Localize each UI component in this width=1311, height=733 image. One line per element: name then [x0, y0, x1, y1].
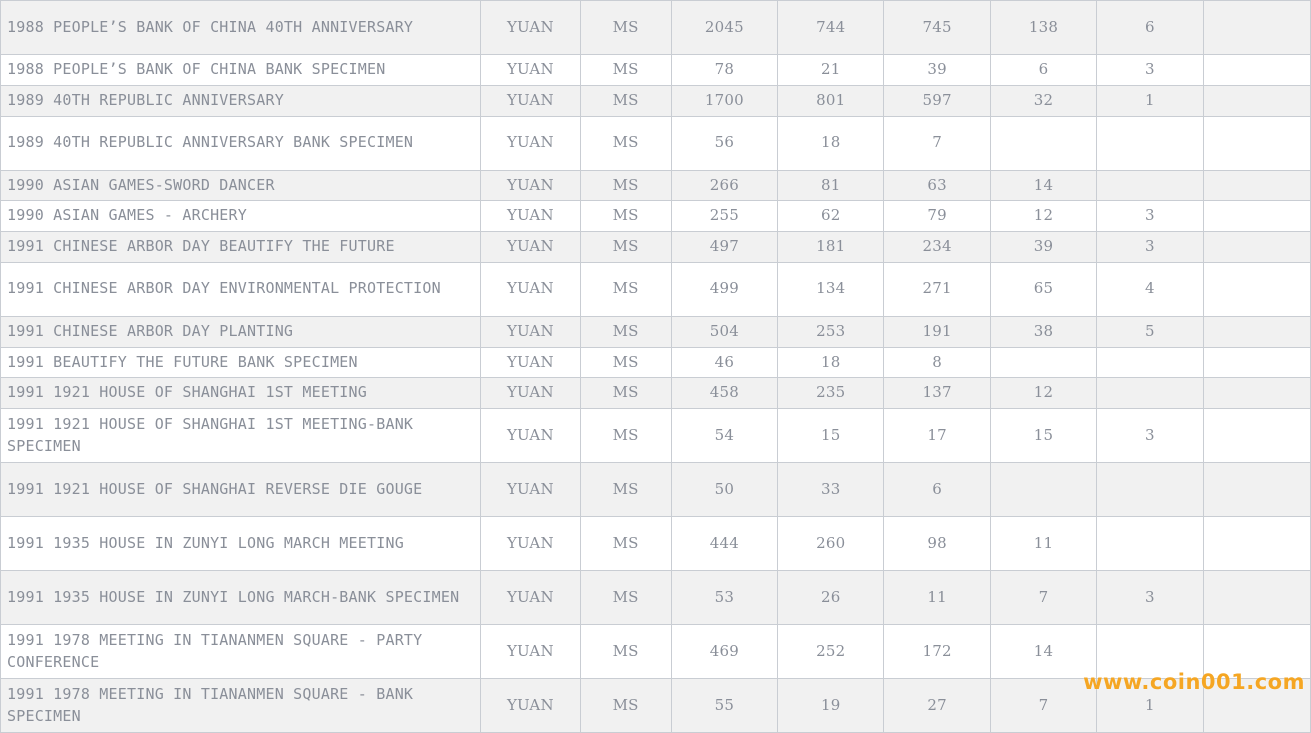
- total-graded-cell: 1700: [671, 85, 777, 116]
- count-cell-4: [1097, 625, 1203, 679]
- count-cell-4: [1097, 347, 1203, 378]
- total-graded-cell: 78: [671, 55, 777, 86]
- grade-cell: MS: [580, 201, 671, 232]
- coin-name-cell: 1989 40TH REPUBLIC ANNIVERSARY BANK SPECIMEN: [1, 116, 481, 170]
- denomination-cell: YUAN: [481, 378, 580, 409]
- table-row: [1, 1, 1311, 55]
- count-cell-3: 38: [990, 316, 1096, 347]
- denomination-cell: YUAN: [481, 1, 580, 55]
- denomination-cell: YUAN: [481, 625, 580, 679]
- count-cell-3: 14: [990, 170, 1096, 201]
- count-cell-2: 98: [884, 517, 990, 571]
- total-graded-cell: 54: [671, 409, 777, 463]
- count-cell-5: [1203, 625, 1310, 679]
- table-row: [1, 85, 1311, 116]
- count-cell-2: 27: [884, 679, 990, 733]
- table-row: [1, 116, 1311, 170]
- count-cell-4: [1097, 463, 1203, 517]
- denomination-cell: YUAN: [481, 571, 580, 625]
- grade-cell: MS: [580, 55, 671, 86]
- count-cell-5: [1203, 378, 1310, 409]
- total-graded-cell: 266: [671, 170, 777, 201]
- table-row: [1, 316, 1311, 347]
- table-row: [1, 463, 1311, 517]
- count-cell-3: 7: [990, 679, 1096, 733]
- count-cell-2: 234: [884, 232, 990, 263]
- count-cell-2: 172: [884, 625, 990, 679]
- count-cell-5: [1203, 316, 1310, 347]
- count-cell-5: [1203, 55, 1310, 86]
- coin-name-cell: 1989 40TH REPUBLIC ANNIVERSARY: [1, 85, 481, 116]
- denomination-cell: YUAN: [481, 201, 580, 232]
- grade-cell: MS: [580, 232, 671, 263]
- count-cell-4: 3: [1097, 201, 1203, 232]
- total-graded-cell: 50: [671, 463, 777, 517]
- count-cell-1: 253: [778, 316, 884, 347]
- table-body: [1, 1, 1311, 733]
- total-graded-cell: 56: [671, 116, 777, 170]
- denomination-cell: YUAN: [481, 85, 580, 116]
- count-cell-5: [1203, 409, 1310, 463]
- count-cell-4: 6: [1097, 1, 1203, 55]
- table-row: [1, 625, 1311, 679]
- denomination-cell: YUAN: [481, 463, 580, 517]
- coin-name-cell: 1991 1921 HOUSE OF SHANGHAI REVERSE DIE GOUGE: [1, 463, 481, 517]
- count-cell-5: [1203, 201, 1310, 232]
- table-row: [1, 201, 1311, 232]
- count-cell-5: [1203, 347, 1310, 378]
- count-cell-1: 81: [778, 170, 884, 201]
- table-row: [1, 517, 1311, 571]
- grade-cell: MS: [580, 262, 671, 316]
- count-cell-4: 1: [1097, 679, 1203, 733]
- grade-cell: MS: [580, 85, 671, 116]
- denomination-cell: YUAN: [481, 262, 580, 316]
- grade-cell: MS: [580, 571, 671, 625]
- denomination-cell: YUAN: [481, 170, 580, 201]
- count-cell-1: 33: [778, 463, 884, 517]
- count-cell-2: 63: [884, 170, 990, 201]
- count-cell-2: 8: [884, 347, 990, 378]
- count-cell-2: 7: [884, 116, 990, 170]
- count-cell-1: 744: [778, 1, 884, 55]
- count-cell-5: [1203, 571, 1310, 625]
- table-row: [1, 347, 1311, 378]
- coin-name-cell: 1991 1978 MEETING IN TIANANMEN SQUARE - BANK SPECIMEN: [1, 679, 481, 733]
- count-cell-1: 21: [778, 55, 884, 86]
- grade-cell: MS: [580, 116, 671, 170]
- table-row: [1, 409, 1311, 463]
- count-cell-3: [990, 116, 1096, 170]
- count-cell-5: [1203, 170, 1310, 201]
- grade-cell: MS: [580, 170, 671, 201]
- count-cell-1: 19: [778, 679, 884, 733]
- denomination-cell: YUAN: [481, 409, 580, 463]
- table-row: [1, 55, 1311, 86]
- table-row: [1, 679, 1311, 733]
- count-cell-4: [1097, 116, 1203, 170]
- table-row: [1, 170, 1311, 201]
- grade-cell: MS: [580, 1, 671, 55]
- coin-name-cell: 1991 1935 HOUSE IN ZUNYI LONG MARCH MEETING: [1, 517, 481, 571]
- count-cell-1: 134: [778, 262, 884, 316]
- coin-name-cell: 1990 ASIAN GAMES-SWORD DANCER: [1, 170, 481, 201]
- table-row: [1, 378, 1311, 409]
- grade-cell: MS: [580, 316, 671, 347]
- table-row: [1, 571, 1311, 625]
- total-graded-cell: 444: [671, 517, 777, 571]
- count-cell-3: 39: [990, 232, 1096, 263]
- count-cell-5: [1203, 116, 1310, 170]
- count-cell-5: [1203, 517, 1310, 571]
- count-cell-3: 15: [990, 409, 1096, 463]
- denomination-cell: YUAN: [481, 55, 580, 86]
- denomination-cell: YUAN: [481, 517, 580, 571]
- count-cell-2: 6: [884, 463, 990, 517]
- count-cell-3: 65: [990, 262, 1096, 316]
- coin-name-cell: 1991 1921 HOUSE OF SHANGHAI 1ST MEETING-BANK SPECIMEN: [1, 409, 481, 463]
- denomination-cell: YUAN: [481, 316, 580, 347]
- count-cell-2: 597: [884, 85, 990, 116]
- count-cell-1: 235: [778, 378, 884, 409]
- count-cell-3: [990, 463, 1096, 517]
- coin-name-cell: 1991 1921 HOUSE OF SHANGHAI 1ST MEETING: [1, 378, 481, 409]
- coin-name-cell: 1991 CHINESE ARBOR DAY PLANTING: [1, 316, 481, 347]
- denomination-cell: YUAN: [481, 232, 580, 263]
- count-cell-1: 801: [778, 85, 884, 116]
- count-cell-3: 6: [990, 55, 1096, 86]
- total-graded-cell: 499: [671, 262, 777, 316]
- count-cell-4: 1: [1097, 85, 1203, 116]
- denomination-cell: YUAN: [481, 347, 580, 378]
- count-cell-1: 18: [778, 347, 884, 378]
- count-cell-2: 745: [884, 1, 990, 55]
- count-cell-1: 18: [778, 116, 884, 170]
- coin-name-cell: 1988 PEOPLE’S BANK OF CHINA 40TH ANNIVERSARY: [1, 1, 481, 55]
- total-graded-cell: 255: [671, 201, 777, 232]
- grade-cell: MS: [580, 347, 671, 378]
- count-cell-1: 260: [778, 517, 884, 571]
- count-cell-4: [1097, 170, 1203, 201]
- grade-cell: MS: [580, 463, 671, 517]
- coin-name-cell: 1991 1935 HOUSE IN ZUNYI LONG MARCH-BANK SPECIMEN: [1, 571, 481, 625]
- count-cell-3: 138: [990, 1, 1096, 55]
- count-cell-3: 11: [990, 517, 1096, 571]
- table-row: [1, 262, 1311, 316]
- count-cell-4: 3: [1097, 409, 1203, 463]
- count-cell-1: 181: [778, 232, 884, 263]
- count-cell-2: 11: [884, 571, 990, 625]
- total-graded-cell: 469: [671, 625, 777, 679]
- total-graded-cell: 53: [671, 571, 777, 625]
- count-cell-2: 17: [884, 409, 990, 463]
- count-cell-2: 137: [884, 378, 990, 409]
- coin-name-cell: 1991 CHINESE ARBOR DAY ENVIRONMENTAL PROTECTION: [1, 262, 481, 316]
- count-cell-5: [1203, 85, 1310, 116]
- count-cell-4: [1097, 517, 1203, 571]
- denomination-cell: YUAN: [481, 679, 580, 733]
- count-cell-1: 15: [778, 409, 884, 463]
- coin-name-cell: 1990 ASIAN GAMES - ARCHERY: [1, 201, 481, 232]
- count-cell-2: 191: [884, 316, 990, 347]
- count-cell-5: [1203, 679, 1310, 733]
- count-cell-3: 32: [990, 85, 1096, 116]
- count-cell-1: 26: [778, 571, 884, 625]
- coin-name-cell: 1991 BEAUTIFY THE FUTURE BANK SPECIMEN: [1, 347, 481, 378]
- total-graded-cell: 46: [671, 347, 777, 378]
- count-cell-2: 271: [884, 262, 990, 316]
- count-cell-5: [1203, 232, 1310, 263]
- grade-cell: MS: [580, 679, 671, 733]
- total-graded-cell: 55: [671, 679, 777, 733]
- count-cell-1: 252: [778, 625, 884, 679]
- grade-cell: MS: [580, 625, 671, 679]
- count-cell-4: 3: [1097, 55, 1203, 86]
- count-cell-3: [990, 347, 1096, 378]
- coin-name-cell: 1988 PEOPLE’S BANK OF CHINA BANK SPECIMEN: [1, 55, 481, 86]
- count-cell-4: 3: [1097, 232, 1203, 263]
- grade-cell: MS: [580, 378, 671, 409]
- count-cell-4: 3: [1097, 571, 1203, 625]
- count-cell-2: 79: [884, 201, 990, 232]
- grade-cell: MS: [580, 409, 671, 463]
- denomination-cell: YUAN: [481, 116, 580, 170]
- count-cell-5: [1203, 262, 1310, 316]
- count-cell-4: [1097, 378, 1203, 409]
- total-graded-cell: 2045: [671, 1, 777, 55]
- count-cell-1: 62: [778, 201, 884, 232]
- coin-name-cell: 1991 1978 MEETING IN TIANANMEN SQUARE - PARTY CONFERENCE: [1, 625, 481, 679]
- count-cell-5: [1203, 1, 1310, 55]
- total-graded-cell: 504: [671, 316, 777, 347]
- count-cell-5: [1203, 463, 1310, 517]
- count-cell-2: 39: [884, 55, 990, 86]
- total-graded-cell: 458: [671, 378, 777, 409]
- site-watermark: www.coin001.com: [1083, 670, 1305, 694]
- table-row: [1, 232, 1311, 263]
- count-cell-4: 5: [1097, 316, 1203, 347]
- count-cell-3: 12: [990, 378, 1096, 409]
- grade-cell: MS: [580, 517, 671, 571]
- count-cell-3: 7: [990, 571, 1096, 625]
- total-graded-cell: 497: [671, 232, 777, 263]
- coin-name-cell: 1991 CHINESE ARBOR DAY BEAUTIFY THE FUTURE: [1, 232, 481, 263]
- count-cell-4: 4: [1097, 262, 1203, 316]
- count-cell-3: 12: [990, 201, 1096, 232]
- count-cell-3: 14: [990, 625, 1096, 679]
